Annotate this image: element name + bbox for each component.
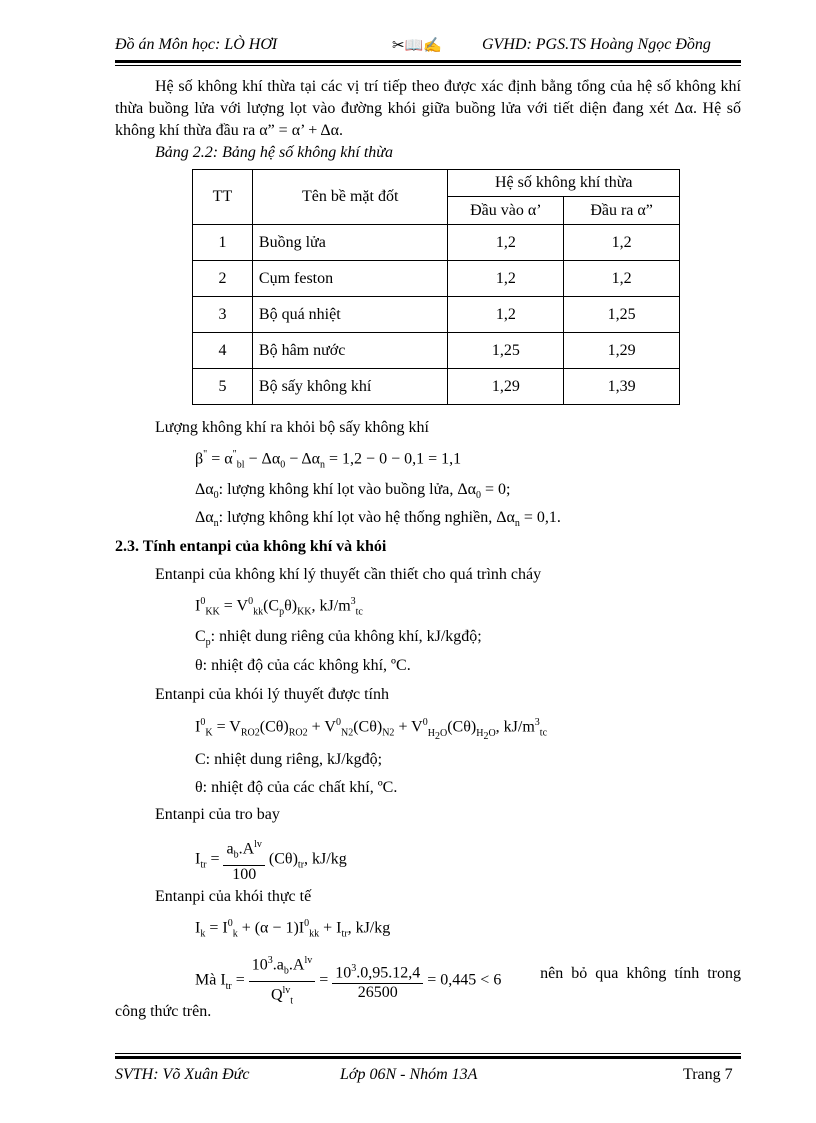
cell-out: 1,29 <box>564 333 680 369</box>
table-row <box>193 369 680 405</box>
cp-desc: : nhiệt dung riêng của không khí, kJ/kgđộ; <box>210 628 482 645</box>
table-row <box>193 297 680 333</box>
deltan-line: $\Delta\alpha_n$: lượng không khí lọt vào hệ thống nghiền, $\Delta\alpha_n = 0,1$. <box>195 509 561 530</box>
cell-in: 1,25 <box>448 333 564 369</box>
delta0-text: : lượng không khí lọt vào buồng lửa, Δα <box>218 481 477 498</box>
beta-result: = 1,2 − 0 − 0,1 = 1,1 <box>329 450 462 468</box>
c-desc: C: nhiệt dung riêng, kJ/kgđộ; <box>195 751 383 768</box>
ash-num-values: .0,95.12,4 <box>356 964 421 982</box>
cell-out: 1,39 <box>564 369 680 405</box>
ash-conclusion-end: công thức trên. <box>115 1003 212 1020</box>
cell-in: 1,29 <box>448 369 564 405</box>
real-enthalpy-label: Entanpi của khói thực tế <box>155 888 312 905</box>
ash-conclusion: nên bỏ qua không tính trong <box>540 965 741 982</box>
delta0-line: $\Delta\alpha_0$: lượng không khí lọt vào buồng lửa, $\Delta\alpha_0 = 0$; <box>195 481 511 502</box>
real-unit: , kJ/kg <box>347 919 391 937</box>
theta-desc-1: θ: nhiệt độ của các không khí, ºC. <box>195 657 411 674</box>
footer-class: Lớp 06N - Nhóm 13A <box>340 1066 478 1083</box>
air-out-label: Lượng không khí ra khỏi bộ sấy không khí <box>155 419 429 436</box>
ash-unit: , kJ/kg <box>304 850 347 868</box>
intro-paragraph: Hệ số không khí thừa tại các vị trí tiếp theo được xác định bằng tổng của hệ số không khí thừa buồng lửa với lượng lọt vào đường khói giữa buồng lửa với tiết diện đang xét Δα. Hệ số không khí thừa đầu ra α” = α’ + Δα. <box>115 78 741 139</box>
footer-page: Trang 7 <box>683 1066 733 1083</box>
gas-enthalpy-equation: $I^0_K = V_{RO2}(C\theta)_{RO2} + V^0_{N2}(C\theta)_{N2} + V^0_{H_2O}(C\theta)_{H_2O}$, $kJ/m^3_{tc}$ <box>195 717 548 742</box>
col-header-tt: TT <box>193 170 253 225</box>
header-course-title: Đồ án Môn học: LÒ HƠI <box>115 36 278 53</box>
col-header-group: Hệ số không khí thừa <box>448 170 680 197</box>
header-rule <box>115 60 741 63</box>
table-caption: Bảng 2.2: Bảng hệ số không khí thừa <box>155 144 394 161</box>
footer-student: SVTH: Võ Xuân Đức <box>115 1066 250 1083</box>
delta0-value: = 0; <box>481 481 511 498</box>
cell-tt: 4 <box>193 333 253 369</box>
gas-unit: , kJ/m <box>495 718 535 736</box>
col-header-in: Đầu vào α’ <box>448 197 564 225</box>
footer-rule-thin <box>115 1053 741 1054</box>
ash-enthalpy-equation: $I_{tr}$ = $\frac{a_b.A^{lv}}{100}$ $(C\theta)_{tr}$, kJ/kg <box>195 836 347 884</box>
cell-tt: 5 <box>193 369 253 405</box>
footer-rule <box>115 1056 741 1059</box>
cp-line: $C_p$: nhiệt dung riêng của không khí, kJ/kgđộ; <box>195 628 482 649</box>
cell-tt: 2 <box>193 261 253 297</box>
deltan-text: : lượng không khí lọt vào hệ thống nghiền, Δα <box>218 509 515 526</box>
table-row <box>193 333 680 369</box>
table-row <box>193 261 680 297</box>
section-title: 2.3. Tính entanpi của không khí và khói <box>115 538 387 555</box>
beta-equation: $\beta^" = \alpha^"_{bl} - \Delta\alpha_0 - \Delta\alpha_n = 1,2 - 0 - 0,1 = 1,1$ <box>195 449 462 471</box>
cell-in: 1,2 <box>448 297 564 333</box>
cell-name: Bộ sấy không khí <box>252 369 448 405</box>
real-enthalpy-equation: $I_k = I^0_k + (\alpha - 1)I^0_{kk} + I_{tr}$, kJ/kg <box>195 918 391 940</box>
header-ornament-icon: ✂📖✍ <box>392 38 442 54</box>
gas-unit-tc: tc <box>539 727 548 739</box>
ma-label: Mà <box>195 971 217 989</box>
theta-desc-2: θ: nhiệt độ của các chất khí, ºC. <box>195 779 398 796</box>
cell-out: 1,25 <box>564 297 680 333</box>
header-rule-thin <box>115 65 741 66</box>
deltan-value: = 0,1. <box>519 509 561 526</box>
air-unit: , kJ/m <box>311 597 351 615</box>
col-header-out: Đầu ra α” <box>564 197 680 225</box>
ash-check-equation: Mà $I_{tr}$ = $\frac{10^3.a_b.A^{lv}}{Q^{lv}_t}$ = $\frac{10^3.0,95.12,4}{26500}$ = 0,445 < 6 nên bỏ qua không tính trong <box>195 952 741 1010</box>
air-enthalpy-label: Entanpi của không khí lý thuyết cần thiết cho quá trình cháy <box>155 566 542 583</box>
ash-result: = 0,445 < 6 <box>427 971 502 989</box>
ash-denominator: 26500 <box>357 983 398 1001</box>
excess-air-table <box>192 169 680 405</box>
cell-in: 1,2 <box>448 261 564 297</box>
header-instructor: GVHD: PGS.TS Hoàng Ngọc Đồng <box>482 36 711 53</box>
air-enthalpy-equation: $I^0_{KK} = V^0_{kk}(C_p\theta)_{KK}$, $kJ/m^3_{tc}$ <box>195 596 363 618</box>
table-row <box>193 225 680 261</box>
col-header-name: Tên bề mặt đốt <box>252 170 448 225</box>
ash-enthalpy-label: Entanpi của tro bay <box>155 806 280 823</box>
cell-out: 1,2 <box>564 225 680 261</box>
cell-tt: 3 <box>193 297 253 333</box>
cell-in: 1,2 <box>448 225 564 261</box>
cell-name: Cụm feston <box>252 261 448 297</box>
cell-out: 1,2 <box>564 261 680 297</box>
air-unit-tc: tc <box>355 606 363 618</box>
cell-name: Bộ hâm nước <box>252 333 448 369</box>
cell-tt: 1 <box>193 225 253 261</box>
cell-name: Bộ quá nhiệt <box>252 297 448 333</box>
cell-name: Buồng lửa <box>252 225 448 261</box>
gas-enthalpy-label: Entanpi của khói lý thuyết được tính <box>155 686 389 703</box>
